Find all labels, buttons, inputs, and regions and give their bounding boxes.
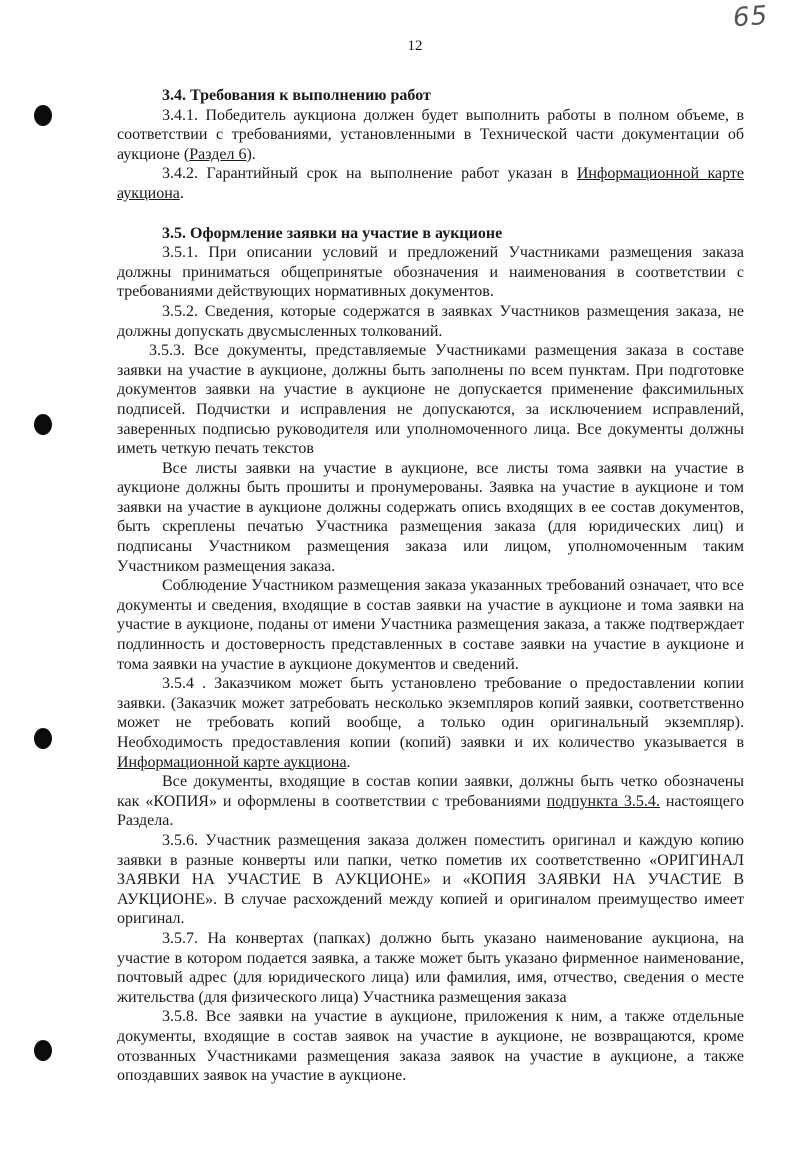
paragraph-3-5-3-sheets: Все листы заявки на участие в аукционе, все листы тома заявки на участие в аукционе должны быть прошиты и пронумерованы. Заявка на участие в аукционе и том заявки на участие в аукционе должны содержать опись входящих в ее состав документов, быть скреплены печатью Участника размещения заказа (для юридических лиц) и подписаны Участником размещения заказа или лицом, уполномоченным таким Участником размещения заказа. bbox=[117, 459, 744, 575]
paragraph-3-5-8: 3.5.8. Все заявки на участие в аукционе, приложения к ним, а также отдельные документы, входящие в состав заявок на участие в аукционе, не возвращаются, кроме отозванных Участниками размещения заказа заявок на участие в аукционе, а также опоздавших заявок на участие в аукционе. bbox=[117, 1008, 744, 1085]
paragraph-3-5-3-compliance: Соблюдение Участником размещения заказа указанных требований означает, что все документы и сведения, входящие в состав заявки на участие в аукционе и тома заявки на участие в аукционе, поданы от имени Участника размещения заказа, а также подтверждает подлинность и достоверность представленных в составе заявки на участие в аукционе и тома заявки на участие в аукционе документов и сведений. bbox=[117, 577, 744, 673]
binder-hole-1 bbox=[34, 105, 52, 126]
paragraph-3-4-2: 3.4.2. Гарантийный срок на выполнение работ указан в Информационной карте аукциона. bbox=[117, 165, 745, 202]
link-info-card-2[interactable]: Информационной карте аукциона bbox=[117, 753, 347, 771]
binder-hole-4 bbox=[34, 1040, 52, 1061]
document-body bbox=[117, 86, 744, 1086]
binder-hole-2 bbox=[34, 414, 52, 435]
paragraph-3-5-2: 3.5.2. Сведения, которые содержатся в заявках Участников размещения заказа, не должны допускать двусмысленных толкований. bbox=[117, 302, 744, 340]
section-3-5-heading: 3.5. Оформление заявки на участие в аукционе bbox=[162, 224, 503, 242]
paragraph-3-5-6: 3.5.6. Участник размещения заказа должен поместить оригинал и каждую копию заявки в разные конверты или папки, четко пометив их соответственно «ОРИГИНАЛ ЗАЯВКИ НА УЧАСТИЕ В АУКЦИОНЕ» и «КОПИЯ ЗАЯВКИ НА УЧАСТИЕ В АУКЦИОНЕ». В случае расхождений между копией и оригиналом преимущество имеет оригинал. bbox=[117, 831, 744, 928]
link-subsection-3-5-4[interactable]: подпункта 3.5.4. bbox=[546, 792, 660, 810]
paragraph-3-5-4: 3.5.4 . Заказчиком может быть установлено требование о предоставлении копии заявки. (Заказчик может затребовать несколько экземпляров копий заявки, соответственно может не требовать копий вообще, а только один оригинальный экземпляр). Необходимость предоставления копии (копий) заявки и их количество указывается в Информационной карте аукциона. bbox=[117, 675, 744, 771]
paragraph-3-5-1: 3.5.1. При описании условий и предложений Участниками размещения заказа должны приниматься общепринятые обозначения и наименования в соответствии с требованиями действующих нормативных документов. bbox=[117, 244, 744, 301]
paragraph-3-5-4-copies: Все документы, входящие в состав копии заявки, должны быть четко обозначены как «КОПИЯ» и оформлены в соответствии с требованиями подпункта 3.5.4. настоящего Раздела. bbox=[117, 773, 745, 830]
paragraph-3-5-3: 3.5.3. Все документы, представляемые Участниками размещения заказа в составе заявки на участие в аукционе, должны быть заполнены по всем пунктам. При подготовке документов заявки на участие в аукционе не допускается применение факсимильных подписей. Подчистки и исправления не допускаются, за исключением исправлений, заверенных подписью руководителя или уполномоченного лица. Все документы должны иметь четкую печать текстов bbox=[117, 342, 744, 458]
handwritten-page-number: 65 bbox=[731, 0, 770, 34]
page-number: 12 bbox=[407, 38, 423, 54]
paragraph-3-4-1: 3.4.1. Победитель аукциона должен будет выполнить работы в полном объеме, в соответствии с требованиями, установленными в Технической части документации об аукционе (Раздел 6). bbox=[117, 106, 744, 163]
section-3-4-heading: 3.4. Требования к выполнению работ bbox=[162, 87, 431, 104]
link-info-card[interactable]: Информационной карте аукциона bbox=[117, 165, 745, 202]
link-section-6[interactable]: Раздел 6 bbox=[189, 145, 247, 163]
binder-hole-3 bbox=[34, 728, 52, 749]
paragraph-3-5-7: 3.5.7. На конвертах (папках) должно быть указано наименование аукциона, на участие в котором подается заявка, а также может быть указано фирменное наименование, почтовый адрес (для юридического лица) или фамилия, имя, отчество, сведения о месте жительства (для физического лица) Участника размещения заказа bbox=[117, 929, 744, 1006]
